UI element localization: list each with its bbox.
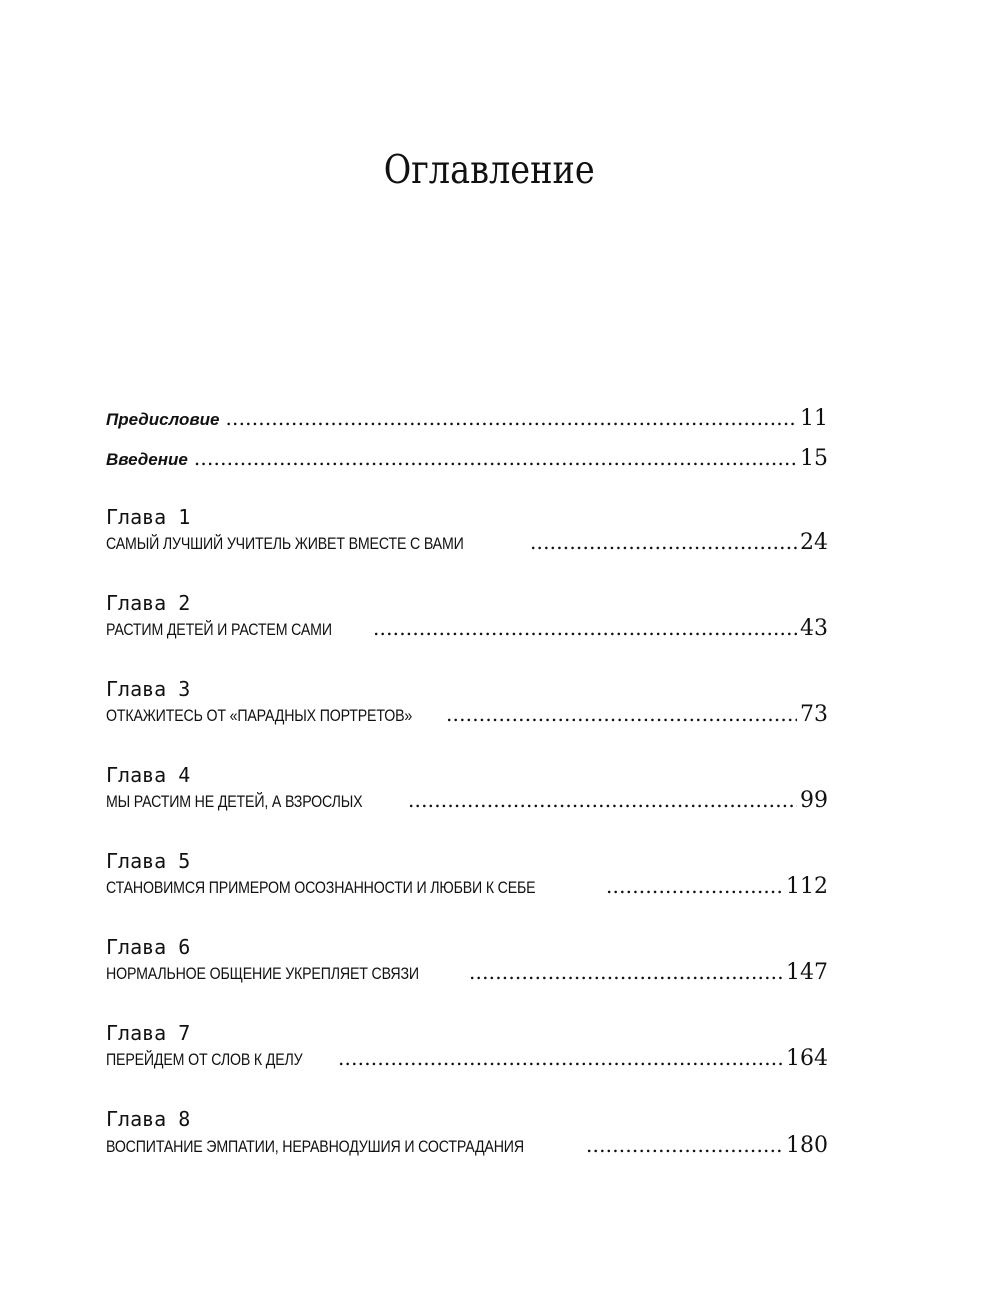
dot-leader	[225, 406, 797, 430]
dot-leader	[469, 960, 783, 984]
toc-entry-chapter-5[interactable]	[106, 874, 828, 899]
page-number: 112	[786, 874, 828, 899]
toc-entry-title: Введение	[106, 450, 188, 469]
chapter-label: Глава 8	[106, 1107, 191, 1131]
toc-entry-title: РАСТИМ ДЕТЕЙ И РАСТЕМ САМИ	[106, 621, 332, 639]
toc-entry-chapter-3[interactable]	[106, 702, 828, 727]
chapter-label: Глава 2	[106, 591, 191, 615]
page-number: 180	[786, 1133, 828, 1158]
page-number: 99	[800, 788, 828, 813]
chapter-label: Глава 5	[106, 849, 191, 873]
chapter-label: Глава 7	[106, 1021, 191, 1045]
dot-leader	[446, 702, 797, 726]
dot-leader	[338, 1046, 783, 1070]
toc-entry-title: САМЫЙ ЛУЧШИЙ УЧИТЕЛЬ ЖИВЕТ ВМЕСТЕ С ВАМИ	[106, 535, 464, 553]
toc-entry-preface[interactable]	[106, 406, 828, 431]
chapter-label: Глава 3	[106, 677, 191, 701]
dot-leader	[606, 874, 783, 898]
toc-entry-chapter-1[interactable]	[106, 530, 828, 555]
page-number: 11	[800, 406, 828, 431]
toc-entry-chapter-2[interactable]	[106, 616, 828, 641]
toc-entry-chapter-8[interactable]	[106, 1133, 828, 1158]
chapter-label: Глава 6	[106, 935, 191, 959]
dot-leader	[530, 530, 797, 554]
toc-entry-title: ПЕРЕЙДЕМ ОТ СЛОВ К ДЕЛУ	[106, 1051, 303, 1069]
page-number: 73	[800, 702, 828, 727]
page-number: 147	[786, 960, 828, 985]
toc-entry-title: ОТКАЖИТЕСЬ ОТ «ПАРАДНЫХ ПОРТРЕТОВ»	[106, 707, 413, 725]
chapter-label: Глава 1	[106, 505, 191, 529]
toc-entry-title: СТАНОВИМСЯ ПРИМЕРОМ ОСОЗНАННОСТИ И ЛЮБВИ К СЕБЕ	[106, 879, 536, 897]
toc-entry-title: ВОСПИТАНИЕ ЭМПАТИИ, НЕРАВНОДУШИЯ И СОСТРАДАНИЯ	[106, 1138, 524, 1156]
page-number: 15	[800, 446, 828, 471]
toc-entry-chapter-7[interactable]	[106, 1046, 828, 1071]
toc-entry-introduction[interactable]	[106, 446, 828, 471]
dot-leader	[586, 1133, 783, 1157]
dot-leader	[194, 446, 797, 470]
chapter-label: Глава 4	[106, 763, 191, 787]
toc-entry-title: НОРМАЛЬНОЕ ОБЩЕНИЕ УКРЕПЛЯЕТ СВЯЗИ	[106, 965, 419, 983]
page-title: Оглавление	[383, 148, 595, 193]
toc-entry-title: МЫ РАСТИМ НЕ ДЕТЕЙ, А ВЗРОСЛЫХ	[106, 793, 363, 811]
toc-entry-chapter-6[interactable]	[106, 960, 828, 985]
page-number: 164	[786, 1046, 828, 1071]
toc-entry-chapter-4[interactable]	[106, 788, 828, 813]
page-number: 24	[800, 530, 828, 555]
dot-leader	[408, 788, 797, 812]
toc-entry-title: Предисловие	[106, 410, 220, 429]
page-number: 43	[800, 616, 828, 641]
dot-leader	[373, 616, 797, 640]
